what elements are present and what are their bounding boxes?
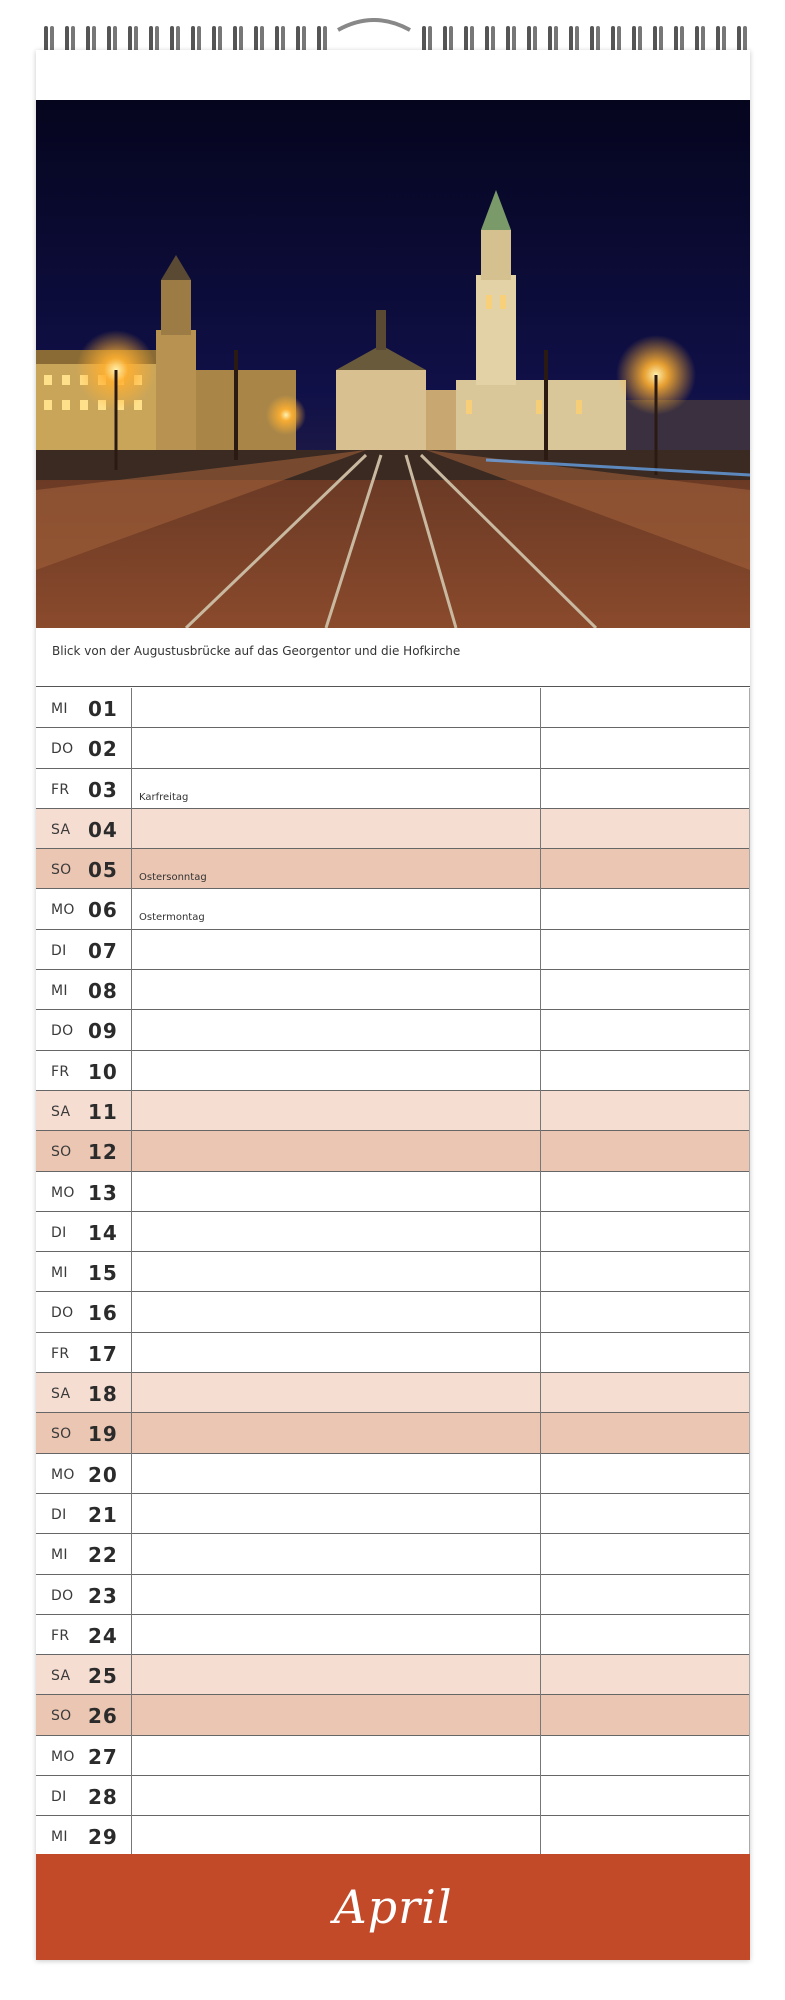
day-number: 23 — [88, 1583, 118, 1608]
column-divider — [131, 1051, 132, 1091]
column-divider — [131, 1010, 132, 1050]
weekday-label: FR — [51, 1345, 70, 1362]
weekday-label: MO — [51, 902, 75, 919]
column-divider — [131, 1212, 132, 1252]
column-divider — [131, 1494, 132, 1534]
day-row — [36, 1655, 750, 1695]
weekday-label: DI — [51, 1789, 67, 1806]
column-divider — [131, 1736, 132, 1776]
column-divider — [540, 809, 541, 849]
column-divider — [540, 1454, 541, 1494]
column-divider — [540, 849, 541, 889]
day-number: 10 — [88, 1059, 118, 1084]
column-divider — [131, 809, 132, 849]
day-number: 18 — [88, 1382, 118, 1407]
weekday-label: SA — [51, 1103, 71, 1120]
day-row — [36, 970, 750, 1010]
column-divider — [540, 1091, 541, 1131]
weekday-label: MO — [51, 1748, 75, 1765]
weekday-label: DO — [51, 741, 74, 758]
weekday-label: MI — [51, 983, 68, 1000]
day-row — [36, 930, 750, 970]
day-number: 20 — [88, 1462, 118, 1487]
day-number: 08 — [88, 979, 118, 1004]
hanger-hook — [338, 20, 410, 30]
weekday-label: SO — [51, 862, 72, 879]
day-row — [36, 1131, 750, 1171]
day-number: 07 — [88, 938, 118, 963]
day-number: 11 — [88, 1099, 118, 1124]
column-divider — [749, 1776, 750, 1816]
column-divider — [540, 1575, 541, 1615]
day-number: 22 — [88, 1543, 118, 1568]
column-divider — [749, 1695, 750, 1735]
day-number: 29 — [88, 1825, 118, 1850]
cover-photo — [36, 100, 750, 628]
column-divider — [749, 1454, 750, 1494]
column-divider — [749, 1212, 750, 1252]
weekday-label: MI — [51, 1265, 68, 1282]
column-divider — [749, 1413, 750, 1453]
day-row — [36, 1494, 750, 1534]
weekday-label: MI — [51, 1829, 68, 1846]
day-row — [36, 1776, 750, 1816]
day-row — [36, 1333, 750, 1373]
column-divider — [540, 1736, 541, 1776]
weekday-label: FR — [51, 1627, 70, 1644]
day-row — [36, 849, 750, 889]
column-divider — [749, 809, 750, 849]
column-divider — [749, 1010, 750, 1050]
column-divider — [540, 970, 541, 1010]
day-grid — [36, 688, 750, 1897]
column-divider — [749, 1494, 750, 1534]
day-number: 04 — [88, 817, 118, 842]
column-divider — [749, 1131, 750, 1171]
day-row — [36, 1172, 750, 1212]
column-divider — [131, 1172, 132, 1212]
day-row — [36, 1454, 750, 1494]
weekday-label: SA — [51, 1386, 71, 1403]
column-divider — [131, 728, 132, 768]
column-divider — [540, 1010, 541, 1050]
weekday-label: SA — [51, 821, 71, 838]
column-divider — [131, 930, 132, 970]
day-number: 09 — [88, 1019, 118, 1044]
holiday-note: Ostersonntag — [139, 872, 207, 884]
column-divider — [540, 1333, 541, 1373]
day-number: 03 — [88, 777, 118, 802]
column-divider — [540, 1655, 541, 1695]
day-number: 12 — [88, 1140, 118, 1165]
day-number: 26 — [88, 1704, 118, 1729]
day-row — [36, 1575, 750, 1615]
day-row — [36, 889, 750, 929]
day-row — [36, 728, 750, 768]
column-divider — [131, 1615, 132, 1655]
column-divider — [540, 1413, 541, 1453]
day-number: 16 — [88, 1301, 118, 1326]
day-number: 21 — [88, 1502, 118, 1527]
weekday-label: DI — [51, 942, 67, 959]
column-divider — [131, 1131, 132, 1171]
column-divider — [540, 1292, 541, 1332]
column-divider — [749, 1534, 750, 1574]
column-divider — [749, 889, 750, 929]
day-row — [36, 1051, 750, 1091]
day-row — [36, 769, 750, 809]
column-divider — [749, 688, 750, 728]
day-number: 01 — [88, 697, 118, 721]
day-number: 15 — [88, 1261, 118, 1286]
column-divider — [540, 1172, 541, 1212]
column-divider — [749, 1333, 750, 1373]
column-divider — [131, 1091, 132, 1131]
weekday-label: FR — [51, 1063, 70, 1080]
column-divider — [131, 1575, 132, 1615]
column-divider — [540, 1695, 541, 1735]
column-divider — [540, 1816, 541, 1856]
weekday-label: SA — [51, 1668, 71, 1685]
column-divider — [749, 1091, 750, 1131]
weekday-label: SO — [51, 1708, 72, 1725]
photo-caption: Blick von der Augustusbrücke auf das Georgentor und die Hofkirche — [52, 644, 461, 658]
column-divider — [540, 728, 541, 768]
day-row — [36, 1091, 750, 1131]
column-divider — [749, 1292, 750, 1332]
weekday-label: DO — [51, 1587, 74, 1604]
column-divider — [749, 1172, 750, 1212]
column-divider — [749, 1051, 750, 1091]
weekday-label: DI — [51, 1506, 67, 1523]
column-divider — [540, 1615, 541, 1655]
day-row — [36, 1695, 750, 1735]
day-number: 02 — [88, 737, 118, 762]
weekday-label: DI — [51, 1224, 67, 1241]
column-divider — [749, 1816, 750, 1856]
column-divider — [131, 1454, 132, 1494]
day-number: 06 — [88, 898, 118, 923]
column-divider — [749, 1575, 750, 1615]
column-divider — [749, 849, 750, 889]
column-divider — [131, 1333, 132, 1373]
day-row — [36, 1736, 750, 1776]
column-divider — [540, 1051, 541, 1091]
column-divider — [540, 1131, 541, 1171]
column-divider — [749, 1615, 750, 1655]
day-number: 24 — [88, 1623, 118, 1648]
day-number: 25 — [88, 1664, 118, 1689]
day-number: 13 — [88, 1180, 118, 1205]
day-row — [36, 688, 750, 728]
column-divider — [131, 1534, 132, 1574]
day-row — [36, 809, 750, 849]
day-row — [36, 1252, 750, 1292]
weekday-label: MO — [51, 1466, 75, 1483]
month-title: April — [333, 1880, 453, 1934]
day-row — [36, 1212, 750, 1252]
column-divider — [131, 1252, 132, 1292]
weekday-label: SO — [51, 1426, 72, 1443]
column-divider — [540, 930, 541, 970]
day-number: 05 — [88, 858, 118, 883]
column-divider — [131, 1655, 132, 1695]
column-divider — [131, 1816, 132, 1856]
weekday-label: SO — [51, 1144, 72, 1161]
month-banner — [36, 1854, 750, 1960]
holiday-note: Karfreitag — [139, 791, 189, 803]
weekday-label: DO — [51, 1305, 74, 1322]
column-divider — [131, 970, 132, 1010]
column-divider — [749, 728, 750, 768]
day-number: 14 — [88, 1220, 118, 1245]
column-divider — [749, 769, 750, 809]
day-row — [36, 1413, 750, 1453]
weekday-label: MI — [51, 701, 68, 717]
column-divider — [749, 1252, 750, 1292]
column-divider — [749, 1736, 750, 1776]
column-divider — [749, 1655, 750, 1695]
column-divider — [131, 1776, 132, 1816]
column-divider — [540, 1776, 541, 1816]
column-divider — [749, 930, 750, 970]
column-divider — [131, 688, 132, 728]
column-divider — [131, 1373, 132, 1413]
column-divider — [749, 1373, 750, 1413]
column-divider — [131, 769, 132, 809]
column-divider — [540, 1212, 541, 1252]
day-row — [36, 1615, 750, 1655]
weekday-label: MI — [51, 1547, 68, 1564]
day-row — [36, 1816, 750, 1856]
day-row — [36, 1292, 750, 1332]
caption-divider — [36, 686, 750, 687]
calendar-sheet — [36, 50, 750, 1960]
day-row — [36, 1373, 750, 1413]
column-divider — [540, 1373, 541, 1413]
column-divider — [131, 1695, 132, 1735]
holiday-note: Ostermontag — [139, 912, 205, 924]
column-divider — [540, 769, 541, 809]
column-divider — [540, 1494, 541, 1534]
day-row — [36, 1534, 750, 1574]
day-number: 17 — [88, 1341, 118, 1366]
column-divider — [131, 1292, 132, 1332]
weekday-label: FR — [51, 781, 70, 798]
column-divider — [749, 970, 750, 1010]
day-number: 28 — [88, 1785, 118, 1810]
column-divider — [131, 889, 132, 929]
day-number: 19 — [88, 1422, 118, 1447]
column-divider — [540, 1534, 541, 1574]
day-number: 27 — [88, 1744, 118, 1769]
weekday-label: MO — [51, 1184, 75, 1201]
column-divider — [540, 889, 541, 929]
column-divider — [540, 1252, 541, 1292]
column-divider — [131, 849, 132, 889]
weekday-label: DO — [51, 1023, 74, 1040]
column-divider — [540, 688, 541, 728]
day-row — [36, 1010, 750, 1050]
column-divider — [131, 1413, 132, 1453]
